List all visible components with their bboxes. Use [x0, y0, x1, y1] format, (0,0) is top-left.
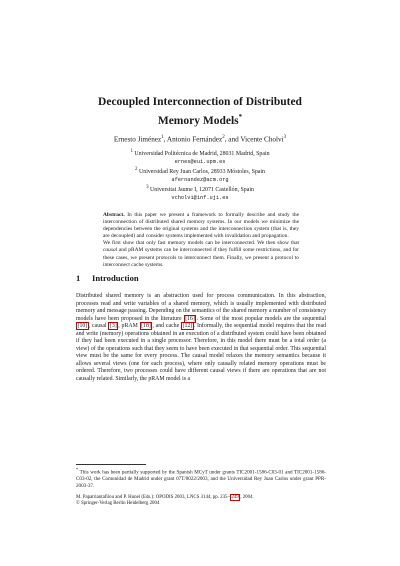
title-line-2: Memory Models: [157, 114, 239, 127]
author-affil-mark: 1: [161, 135, 164, 140]
body-text-run: , pRAM: [118, 323, 140, 330]
affiliation: [60, 184, 340, 202]
paper-title: [60, 95, 340, 129]
body-text: [76, 293, 326, 384]
page-link[interactable]: 249: [231, 495, 239, 500]
publication-info: [76, 495, 326, 508]
citation-link[interactable]: [10]: [77, 323, 88, 330]
section-heading: [76, 273, 139, 283]
affil-email: afernandez@acm.org: [171, 176, 229, 183]
author-affil-mark: 2: [222, 135, 225, 140]
footnote-text: This work has been partially supported by the Spanish MCyT under grants TIC2001-1586-C03-01 and TIC2001-1586-C03-02, the Comunidad de Madrid under grant 07T/0022/2003, and the Universidad Rey Juan Carlos under grant PPR-2003-37.: [76, 469, 326, 489]
body-text-run: . Some of the most popular models are the sequential: [196, 315, 326, 322]
body-text-run: , causal: [88, 323, 109, 330]
section-title: Introduction: [92, 273, 139, 283]
abstract-text: In this paper we present a framework to formally describe and study the interconnection of distributed shared memory systems. In our models we minimize the dependencies between the original systems and the interconnection system (that is, they are decoupled) and consider systems implemented with invalidation and propagation.: [103, 212, 299, 240]
publication-year: , 2004.: [240, 495, 254, 500]
author-name: Antonio Fernández: [166, 135, 223, 144]
affil-name: Universidad Rey Juan Carlos, 28933 Móstoles, Spain: [139, 168, 265, 175]
author-separator: ,: [163, 135, 167, 144]
affil-name: Universitat Jaume I, 12071 Castellón, Spain: [150, 186, 254, 193]
affil-mark: 3: [146, 185, 149, 190]
footnote-rule: [76, 464, 146, 465]
title-footnote-mark: *: [238, 113, 243, 121]
affil-email: ernes@eui.upm.es: [174, 158, 226, 165]
title-line-1: Decoupled Interconnection of Distributed: [98, 96, 302, 108]
body-text-run: . Informally, the sequential model requires that the read and write (memory) operations obtained in an execution of a distributed system could have been obtained if they had been executed in a single processor. Therefore, in this model there must be a total order (a view) of the operations such that they seem to have been executed in that sequential order. This sequential view must be the same for every process. The causal model relaxes the memory semantics because it allows several views (one for each process), where only causally related memory operations must be ordered. Therefore, two processes could have different causal views if there are operations that are not causally related. Similarly, the pRAM model is a: [76, 323, 327, 383]
citation-link[interactable]: [3]: [109, 323, 117, 330]
abstract-text: We first show that only fast memory models can be interconnected. We then show that: [103, 240, 299, 247]
affil-name: Universidad Politécnica de Madrid, 28031 Madrid, Spain: [134, 150, 270, 157]
affil-mark: 2: [135, 167, 138, 172]
body-text-run: , and cache: [152, 323, 181, 330]
section-number: 1: [76, 273, 81, 283]
footnote: [76, 467, 326, 489]
affiliation: [60, 166, 340, 184]
author-affil-mark: 3: [283, 135, 287, 140]
citation-link[interactable]: [18]: [141, 323, 151, 330]
body-paragraph: [76, 293, 326, 384]
author-name: Ernesto Jiménez: [113, 135, 162, 144]
body-text-run: Distributed shared memory is an abstraction used for process communication. In this abstraction, processes read and write variables of a shared memory, which is usually implemented with distributed memory and message passing. Depending on the semantics of the shared memory a number of consistency models have been proposed in the literature: [76, 293, 326, 322]
abstract-emphasis: causal: [103, 247, 118, 254]
author-separator: , and: [224, 135, 241, 144]
footnote-mark: *: [76, 467, 79, 472]
affil-mark: 1: [130, 149, 133, 154]
author-name: Vicente Cholvi: [240, 135, 284, 144]
abstract-paragraph-2: [103, 240, 299, 268]
affil-email: vcholvi@inf.uji.es: [171, 194, 229, 201]
abstract-text: and pRAM systems can be interconnected if they fulfill some restrictions, and for these cases, we present protocols to interconnect them. Finally, we present a protocol to interconnect cache systems.: [103, 247, 299, 268]
abstract-label: Abstract.: [103, 212, 125, 218]
affiliation: [60, 148, 340, 166]
citation-link[interactable]: [12]: [182, 323, 193, 330]
abstract-paragraph-1: [103, 212, 299, 240]
publication-citation: M. Papatriantafilou and P. Hunel (Eds.): OPODIS 2003, LNCS 3144, pp. 235–: [76, 495, 230, 500]
abstract: [103, 212, 299, 269]
author-list: [40, 133, 360, 144]
citation-link[interactable]: [16]: [185, 315, 195, 322]
copyright-line: © Springer-Verlag Berlin Heidelberg 2004: [76, 501, 160, 507]
